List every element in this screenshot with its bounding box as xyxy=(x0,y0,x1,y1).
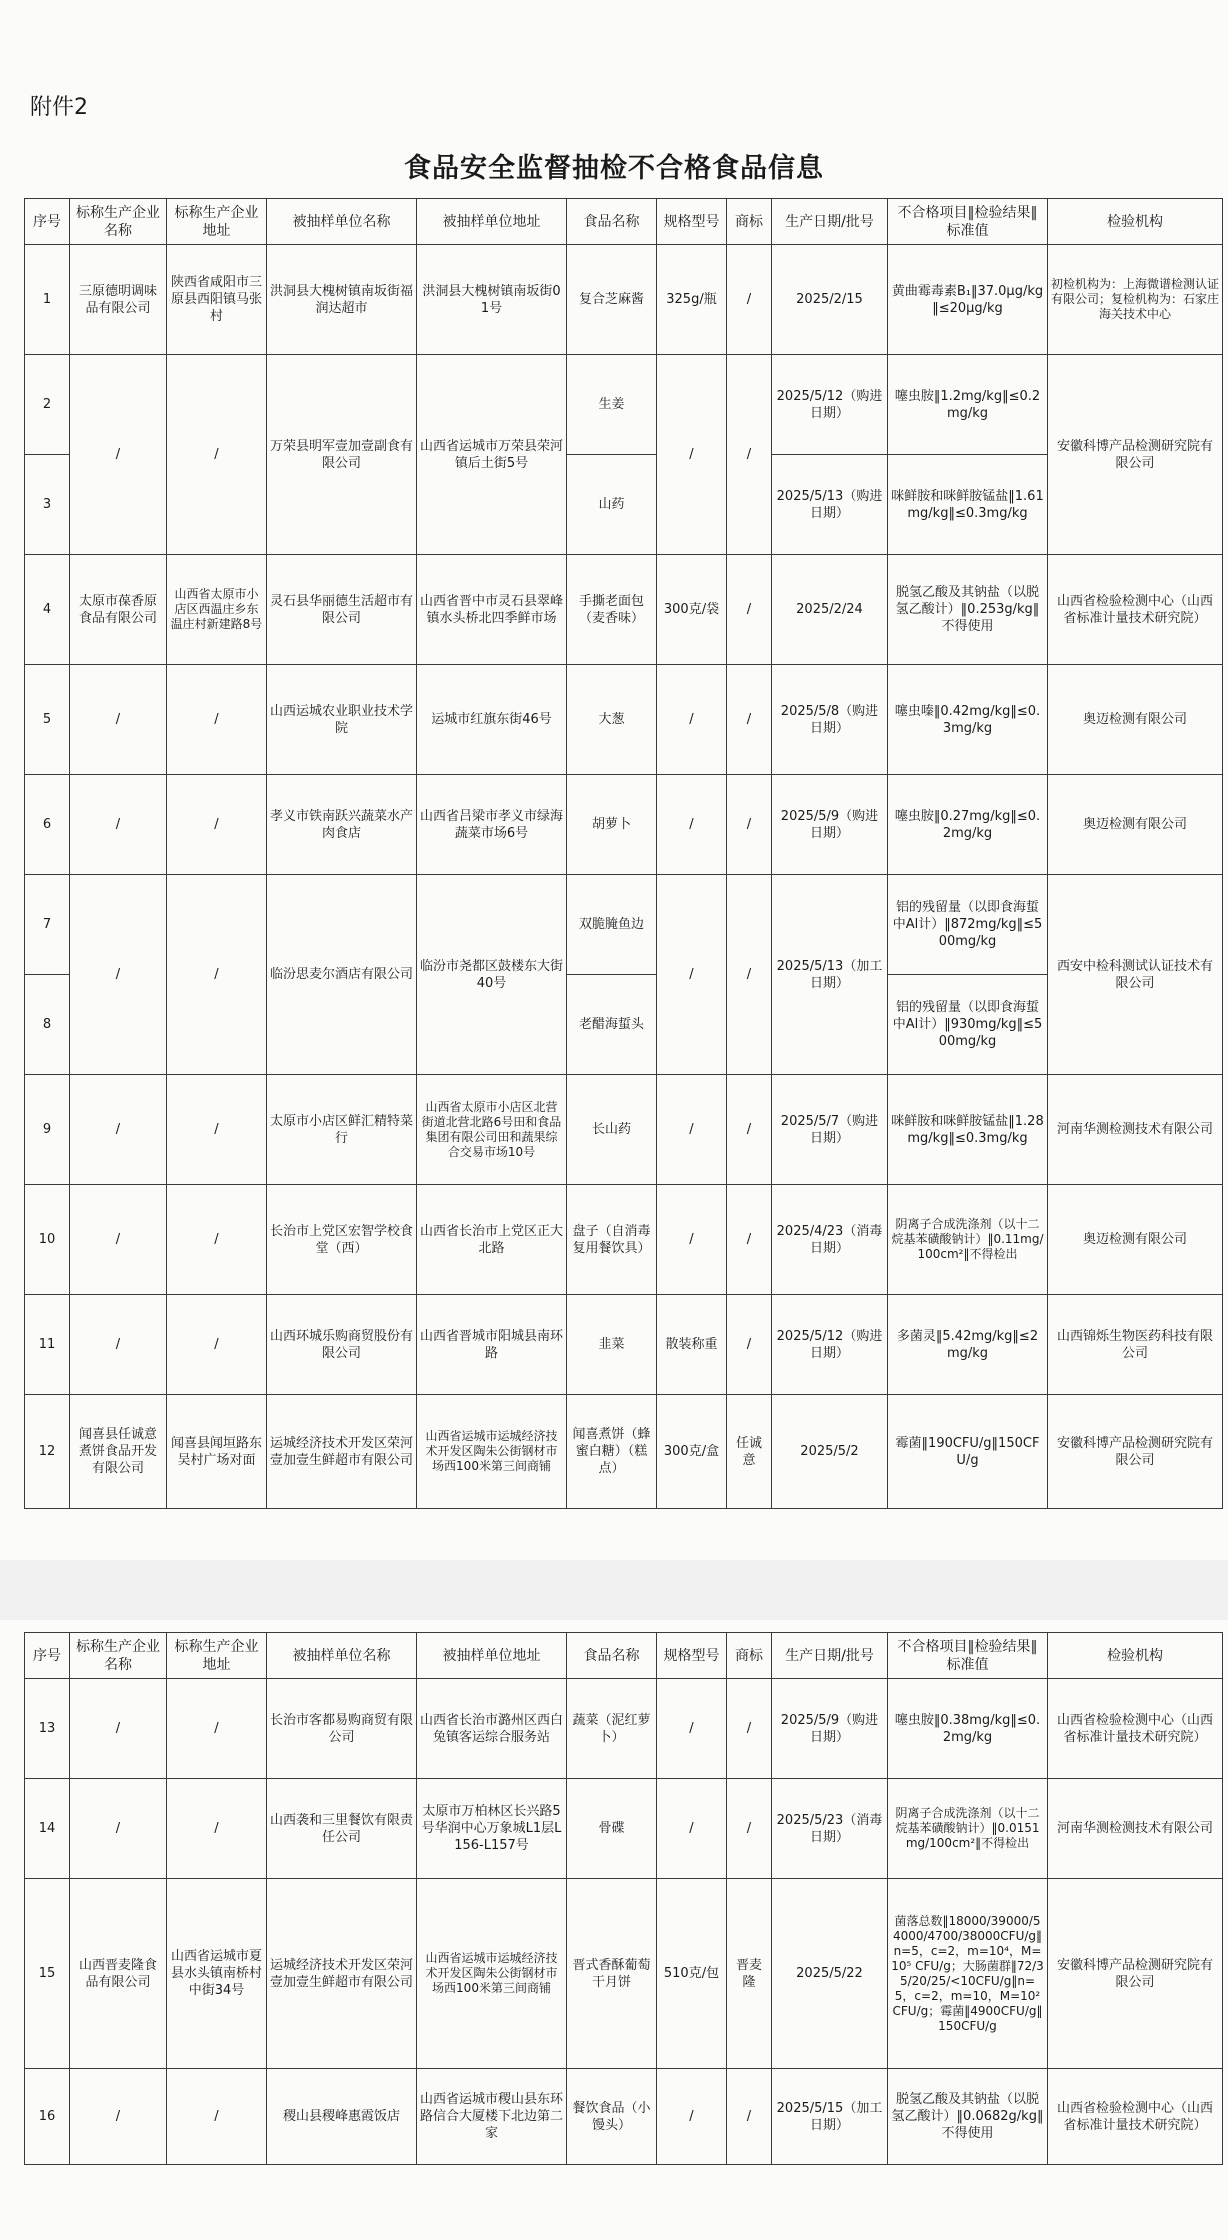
cell-lab: 安徽科博产品检测研究院有限公司 xyxy=(1048,1395,1223,1509)
header-cell: 被抽样单位名称 xyxy=(267,199,417,245)
cell-food: 生姜 xyxy=(567,355,657,455)
cell-lab: 河南华测检测技术有限公司 xyxy=(1048,1779,1223,1879)
cell-date: 2025/5/23（消毒日期） xyxy=(772,1779,888,1879)
cell-food: 餐饮食品（小馒头） xyxy=(567,2069,657,2165)
table-row xyxy=(25,245,1223,355)
cell-brand: / xyxy=(727,555,772,665)
cell-spec: / xyxy=(657,775,727,875)
cell-brand: / xyxy=(727,875,772,1075)
header-cell: 检验机构 xyxy=(1048,1633,1223,1679)
cell-no: 4 xyxy=(25,555,70,665)
header-cell: 生产日期/批号 xyxy=(772,1633,888,1679)
cell-producer: / xyxy=(70,1779,167,1879)
cell-spec: / xyxy=(657,665,727,775)
table-row xyxy=(25,1075,1223,1185)
table-row xyxy=(25,1395,1223,1509)
header-cell: 标称生产企业地址 xyxy=(167,1633,267,1679)
cell-date: 2025/2/15 xyxy=(772,245,888,355)
header-cell: 不合格项目‖检验结果‖标准值 xyxy=(888,199,1048,245)
cell-no: 3 xyxy=(25,455,70,555)
cell-sampled-address: 洪洞县大槐树镇南坂街01号 xyxy=(417,245,567,355)
cell-sampled-unit: 山西运城农业职业技术学院 xyxy=(267,665,417,775)
cell-date: 2025/5/15（加工日期） xyxy=(772,2069,888,2165)
cell-date: 2025/2/24 xyxy=(772,555,888,665)
cell-brand: / xyxy=(727,775,772,875)
cell-failed-item: 霉菌‖190CFU/g‖150CFU/g xyxy=(888,1395,1048,1509)
cell-sampled-unit: 灵石县华丽德生活超市有限公司 xyxy=(267,555,417,665)
cell-no: 5 xyxy=(25,665,70,775)
cell-sampled-address: 太原市万柏林区长兴路5号华润中心万象城L1层L156-L157号 xyxy=(417,1779,567,1879)
cell-date: 2025/5/8（购进日期） xyxy=(772,665,888,775)
cell-date: 2025/5/22 xyxy=(772,1879,888,2069)
cell-producer: / xyxy=(70,875,167,1075)
cell-spec: / xyxy=(657,1075,727,1185)
cell-producer: / xyxy=(70,1295,167,1395)
cell-food: 骨碟 xyxy=(567,1779,657,1879)
cell-date: 2025/4/23（消毒日期） xyxy=(772,1185,888,1295)
cell-lab: 奥迈检测有限公司 xyxy=(1048,665,1223,775)
cell-sampled-unit: 万荣县明军壹加壹副食有限公司 xyxy=(267,355,417,555)
header-cell: 规格型号 xyxy=(657,1633,727,1679)
cell-failed-item: 咪鲜胺和咪鲜胺锰盐‖1.28mg/kg‖≤0.3mg/kg xyxy=(888,1075,1048,1185)
cell-food: 双脆腌鱼边 xyxy=(567,875,657,975)
cell-lab: 初检机构为：上海微谱检测认证有限公司；复检机构为：石家庄海关技术中心 xyxy=(1048,245,1223,355)
header-cell: 标称生产企业名称 xyxy=(70,1633,167,1679)
header-cell: 标称生产企业地址 xyxy=(167,199,267,245)
cell-food: 胡萝卜 xyxy=(567,775,657,875)
table-header-row xyxy=(25,1633,1223,1679)
table-row xyxy=(25,665,1223,775)
cell-sampled-unit: 山西环城乐购商贸股份有限公司 xyxy=(267,1295,417,1395)
header-cell: 生产日期/批号 xyxy=(772,199,888,245)
table-row xyxy=(25,1879,1223,2069)
cell-producer: 太原市葆香原食品有限公司 xyxy=(70,555,167,665)
cell-sampled-unit: 山西袭和三里餐饮有限责任公司 xyxy=(267,1779,417,1879)
cell-producer-address: / xyxy=(167,1679,267,1779)
cell-sampled-address: 山西省长治市潞州区西白兔镇客运综合服务站 xyxy=(417,1679,567,1779)
cell-no: 2 xyxy=(25,355,70,455)
cell-food: 复合芝麻酱 xyxy=(567,245,657,355)
cell-lab: 奥迈检测有限公司 xyxy=(1048,775,1223,875)
cell-brand: / xyxy=(727,1185,772,1295)
cell-spec: 325g/瓶 xyxy=(657,245,727,355)
header-cell: 被抽样单位地址 xyxy=(417,1633,567,1679)
table-row xyxy=(25,2069,1223,2165)
cell-date: 2025/5/13（购进日期） xyxy=(772,455,888,555)
cell-producer: / xyxy=(70,1185,167,1295)
page-title: 食品安全监督抽检不合格食品信息 xyxy=(404,153,824,184)
cell-spec: 510克/包 xyxy=(657,1879,727,2069)
header-cell: 检验机构 xyxy=(1048,199,1223,245)
cell-food: 老醋海蜇头 xyxy=(567,975,657,1075)
cell-brand: / xyxy=(727,1679,772,1779)
results-table-page-2 xyxy=(24,1632,1223,2165)
cell-failed-item: 噻虫嗪‖0.42mg/kg‖≤0.3mg/kg xyxy=(888,665,1048,775)
cell-lab: 山西省检验检测中心（山西省标准计量技术研究院） xyxy=(1048,1679,1223,1779)
cell-producer: / xyxy=(70,1679,167,1779)
header-cell: 标称生产企业名称 xyxy=(70,199,167,245)
cell-brand: / xyxy=(727,1779,772,1879)
cell-lab: 河南华测检测技术有限公司 xyxy=(1048,1075,1223,1185)
header-cell: 商标 xyxy=(727,1633,772,1679)
cell-lab: 奥迈检测有限公司 xyxy=(1048,1185,1223,1295)
table-row xyxy=(25,1679,1223,1779)
cell-failed-item: 脱氢乙酸及其钠盐（以脱氢乙酸计）‖0.0682g/kg‖不得使用 xyxy=(888,2069,1048,2165)
cell-brand: / xyxy=(727,2069,772,2165)
cell-producer-address: / xyxy=(167,1075,267,1185)
cell-food: 蔬菜（泥红萝卜） xyxy=(567,1679,657,1779)
cell-food: 大葱 xyxy=(567,665,657,775)
cell-producer: / xyxy=(70,775,167,875)
header-cell: 食品名称 xyxy=(567,1633,657,1679)
cell-sampled-unit: 孝义市铁南跃兴蔬菜水产肉食店 xyxy=(267,775,417,875)
cell-lab: 山西省检验检测中心（山西省标准计量技术研究院） xyxy=(1048,555,1223,665)
cell-food: 韭菜 xyxy=(567,1295,657,1395)
cell-failed-item: 噻虫胺‖0.27mg/kg‖≤0.2mg/kg xyxy=(888,775,1048,875)
cell-lab: 山西省检验检测中心（山西省标准计量技术研究院） xyxy=(1048,2069,1223,2165)
cell-failed-item: 铝的残留量（以即食海蜇中Al计）‖872mg/kg‖≤500mg/kg xyxy=(888,875,1048,975)
attachment-label: 附件2 xyxy=(30,95,88,120)
cell-sampled-unit: 运城经济技术开发区荣河壹加壹生鲜超市有限公司 xyxy=(267,1879,417,2069)
cell-sampled-address: 山西省运城市运城经济技术开发区陶朱公街钢材市场西100米第三间商铺 xyxy=(417,1395,567,1509)
table-row xyxy=(25,555,1223,665)
cell-failed-item: 黄曲霉毒素B₁‖37.0μg/kg‖≤20μg/kg xyxy=(888,245,1048,355)
cell-sampled-address: 山西省太原市小店区北营街道北营北路6号田和食品集团有限公司田和蔬果综合交易市场10号 xyxy=(417,1075,567,1185)
cell-producer: / xyxy=(70,665,167,775)
cell-no: 9 xyxy=(25,1075,70,1185)
header-cell: 不合格项目‖检验结果‖标准值 xyxy=(888,1633,1048,1679)
cell-spec: 300克/盒 xyxy=(657,1395,727,1509)
cell-brand: / xyxy=(727,245,772,355)
cell-date: 2025/5/12（购进日期） xyxy=(772,1295,888,1395)
cell-spec: 散装称重 xyxy=(657,1295,727,1395)
cell-producer-address: 闻喜县闻垣路东吴村广场对面 xyxy=(167,1395,267,1509)
cell-lab: 安徽科博产品检测研究院有限公司 xyxy=(1048,1879,1223,2069)
cell-failed-item: 菌落总数‖18000/39000/54000/4700/38000CFU/g‖n=5，c=2，m=10⁴，M=10⁵ CFU/g；大肠菌群‖72/35/20/25/<10CFU/g‖n=5，c=2，m=10，M=10² CFU/g；霉菌‖4900CFU/g‖150CFU/g xyxy=(888,1879,1048,2069)
header-cell: 食品名称 xyxy=(567,199,657,245)
cell-producer-address: 陕西省咸阳市三原县西阳镇马张村 xyxy=(167,245,267,355)
cell-lab: 山西锦烁生物医药科技有限公司 xyxy=(1048,1295,1223,1395)
cell-no: 12 xyxy=(25,1395,70,1509)
cell-no: 14 xyxy=(25,1779,70,1879)
cell-producer: / xyxy=(70,2069,167,2165)
cell-spec: / xyxy=(657,1185,727,1295)
cell-sampled-unit: 洪洞县大槐树镇南坂街福润达超市 xyxy=(267,245,417,355)
cell-brand: / xyxy=(727,1295,772,1395)
header-cell: 被抽样单位地址 xyxy=(417,199,567,245)
cell-producer: 三原德明调味品有限公司 xyxy=(70,245,167,355)
cell-date: 2025/5/9（购进日期） xyxy=(772,775,888,875)
results-table-page-1 xyxy=(24,198,1223,1509)
header-cell: 规格型号 xyxy=(657,199,727,245)
header-cell: 序号 xyxy=(25,199,70,245)
cell-date: 2025/5/12（购进日期） xyxy=(772,355,888,455)
cell-no: 11 xyxy=(25,1295,70,1395)
cell-producer: 闻喜县任诚意煮饼食品开发有限公司 xyxy=(70,1395,167,1509)
cell-brand: / xyxy=(727,355,772,555)
cell-producer-address: / xyxy=(167,2069,267,2165)
cell-food: 晋式香酥葡萄干月饼 xyxy=(567,1879,657,2069)
header-cell: 商标 xyxy=(727,199,772,245)
cell-failed-item: 噻虫胺‖0.38mg/kg‖≤0.2mg/kg xyxy=(888,1679,1048,1779)
cell-sampled-unit: 运城经济技术开发区荣河壹加壹生鲜超市有限公司 xyxy=(267,1395,417,1509)
cell-spec: 300克/袋 xyxy=(657,555,727,665)
cell-food: 长山药 xyxy=(567,1075,657,1185)
cell-sampled-address: 山西省运城市万荣县荣河镇后土街5号 xyxy=(417,355,567,555)
cell-date: 2025/5/13（加工日期） xyxy=(772,875,888,1075)
cell-no: 8 xyxy=(25,975,70,1075)
cell-date: 2025/5/7（购进日期） xyxy=(772,1075,888,1185)
cell-sampled-unit: 太原市小店区鲜汇精特菜行 xyxy=(267,1075,417,1185)
cell-brand: 晋麦隆 xyxy=(727,1879,772,2069)
cell-failed-item: 噻虫胺‖1.2mg/kg‖≤0.2mg/kg xyxy=(888,355,1048,455)
cell-no: 10 xyxy=(25,1185,70,1295)
cell-sampled-unit: 长治市客都易购商贸有限公司 xyxy=(267,1679,417,1779)
cell-spec: / xyxy=(657,875,727,1075)
cell-date: 2025/5/2 xyxy=(772,1395,888,1509)
cell-brand: / xyxy=(727,665,772,775)
cell-date: 2025/5/9（购进日期） xyxy=(772,1679,888,1779)
cell-producer-address: / xyxy=(167,355,267,555)
table-row xyxy=(25,1779,1223,1879)
cell-sampled-unit: 长治市上党区宏智学校食堂（西） xyxy=(267,1185,417,1295)
cell-producer-address: 山西省运城市夏县水头镇南桥村中街34号 xyxy=(167,1879,267,2069)
cell-producer-address: / xyxy=(167,775,267,875)
cell-spec: / xyxy=(657,355,727,555)
cell-lab: 安徽科博产品检测研究院有限公司 xyxy=(1048,355,1223,555)
cell-no: 15 xyxy=(25,1879,70,2069)
cell-producer-address: / xyxy=(167,1779,267,1879)
cell-sampled-address: 山西省运城市稷山县东环路信合大厦楼下北边第二家 xyxy=(417,2069,567,2165)
cell-food: 手撕老面包（麦香味） xyxy=(567,555,657,665)
cell-producer-address: / xyxy=(167,875,267,1075)
cell-sampled-address: 山西省晋城市阳城县南环路 xyxy=(417,1295,567,1395)
table-header-row xyxy=(25,199,1223,245)
cell-no: 13 xyxy=(25,1679,70,1779)
cell-failed-item: 脱氢乙酸及其钠盐（以脱氢乙酸计）‖0.253g/kg‖不得使用 xyxy=(888,555,1048,665)
table-row xyxy=(25,1295,1223,1395)
cell-food: 盘子（自消毒复用餐饮具） xyxy=(567,1185,657,1295)
page-gap xyxy=(0,1560,1228,1620)
cell-sampled-address: 山西省运城市运城经济技术开发区陶朱公街钢材市场西100米第三间商铺 xyxy=(417,1879,567,2069)
cell-producer: / xyxy=(70,355,167,555)
cell-producer-address: / xyxy=(167,665,267,775)
cell-no: 1 xyxy=(25,245,70,355)
table-row xyxy=(25,875,1223,975)
header-cell: 被抽样单位名称 xyxy=(267,1633,417,1679)
cell-producer: / xyxy=(70,1075,167,1185)
cell-failed-item: 阴离子合成洗涤剂（以十二烷基苯磺酸钠计）‖0.0151mg/100cm²‖不得检出 xyxy=(888,1779,1048,1879)
header-cell: 序号 xyxy=(25,1633,70,1679)
cell-sampled-address: 运城市红旗东街46号 xyxy=(417,665,567,775)
cell-spec: / xyxy=(657,2069,727,2165)
cell-producer: 山西晋麦隆食品有限公司 xyxy=(70,1879,167,2069)
cell-producer-address: / xyxy=(167,1185,267,1295)
cell-spec: / xyxy=(657,1779,727,1879)
cell-failed-item: 咪鲜胺和咪鲜胺锰盐‖1.61mg/kg‖≤0.3mg/kg xyxy=(888,455,1048,555)
cell-sampled-address: 山西省晋中市灵石县翠峰镇水头桥北四季鲜市场 xyxy=(417,555,567,665)
cell-sampled-address: 山西省吕梁市孝义市绿海蔬菜市场6号 xyxy=(417,775,567,875)
cell-failed-item: 铝的残留量（以即食海蜇中Al计）‖930mg/kg‖≤500mg/kg xyxy=(888,975,1048,1075)
cell-brand: 任诚意 xyxy=(727,1395,772,1509)
cell-food: 闻喜煮饼（蜂蜜白糖）（糕点） xyxy=(567,1395,657,1509)
table-row xyxy=(25,355,1223,455)
cell-spec: / xyxy=(657,1679,727,1779)
cell-sampled-unit: 稷山县稷峰惠霞饭店 xyxy=(267,2069,417,2165)
cell-no: 6 xyxy=(25,775,70,875)
cell-no: 7 xyxy=(25,875,70,975)
cell-producer-address: 山西省太原市小店区西温庄乡东温庄村新建路8号 xyxy=(167,555,267,665)
cell-sampled-address: 临汾市尧都区鼓楼东大街40号 xyxy=(417,875,567,1075)
cell-sampled-unit: 临汾思麦尔酒店有限公司 xyxy=(267,875,417,1075)
cell-lab: 西安中检科测试认证技术有限公司 xyxy=(1048,875,1223,1075)
cell-failed-item: 多菌灵‖5.42mg/kg‖≤2mg/kg xyxy=(888,1295,1048,1395)
cell-sampled-address: 山西省长治市上党区正大北路 xyxy=(417,1185,567,1295)
cell-producer-address: / xyxy=(167,1295,267,1395)
table-row xyxy=(25,1185,1223,1295)
cell-brand: / xyxy=(727,1075,772,1185)
cell-no: 16 xyxy=(25,2069,70,2165)
cell-failed-item: 阴离子合成洗涤剂（以十二烷基苯磺酸钠计）‖0.11mg/100cm²‖不得检出 xyxy=(888,1185,1048,1295)
table-row xyxy=(25,775,1223,875)
cell-food: 山药 xyxy=(567,455,657,555)
